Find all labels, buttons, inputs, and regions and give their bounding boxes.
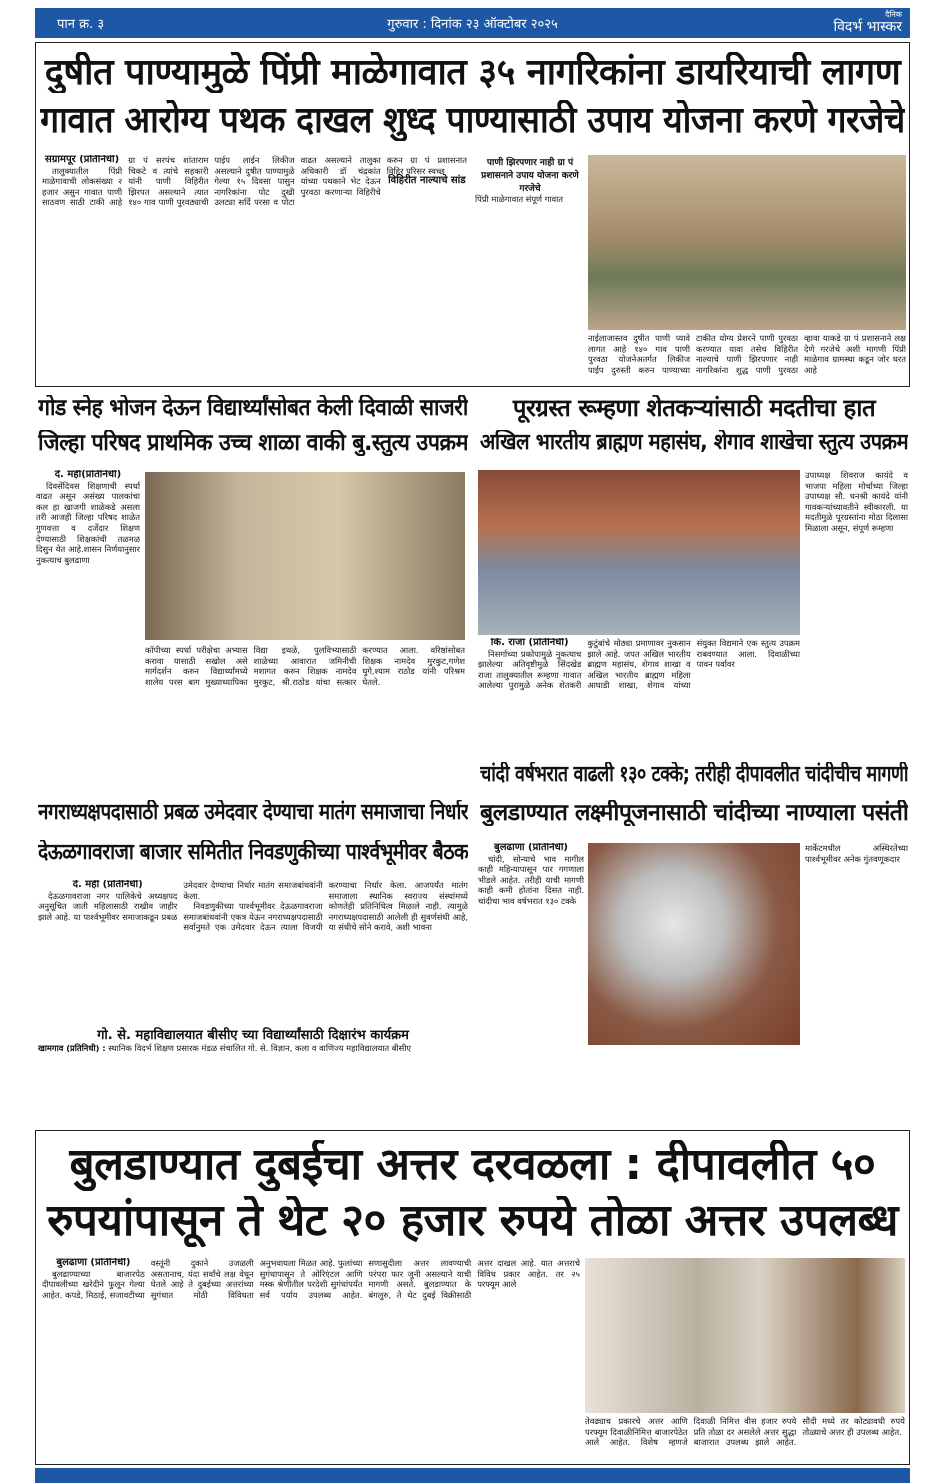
article-side-column: उपाध्यक्ष शिवराज कायंदे व भाजपा महिला मोर्चाच्या जिल्हा उपाध्यक्ष सौ. धनश्री कायंदे यांनी गावकऱ्यांच्यावतीने स्वीकारली. या मदतीमुळे पूरग्रस्तांना मोठा दिलासा मिळाला असून, संपूर्ण रूम्हणा: [805, 470, 908, 533]
headline: दुषीत पाण्यामुळे पिंप्री माळेगावात ३५ नागरिकांना डायरियाची लागण: [44, 52, 901, 93]
dateline: दे. मही(प्रतिनिधी): [54, 470, 122, 480]
photo-students-meal: [145, 472, 465, 640]
sidebar-title: पाणी झिरपणार नाही ग्रा पं प्रशासनाने उपाय योजना करणे गरजेचे: [481, 158, 579, 194]
issue-date: गुरुवार : दिनांक २३ ऑक्टोबर २०२५: [387, 17, 558, 32]
article-body: खामगाव (प्रतिनिधी) : स्थानिक विदर्भ शिक्षण प्रसारक मंडळ संचालित गो. से. विज्ञान, कला व वाणिज्य महाविद्यालयात बीसीए: [38, 1043, 412, 1053]
dateline: बुलढाणा (प्रतिनिधी): [493, 843, 568, 853]
page-number: पान क्र. ३: [57, 17, 105, 32]
headline: नगराध्यक्षपदासाठी प्रबळ उमेदवार देण्याचा मातंग समाजाचा निर्धार: [38, 800, 468, 825]
article-body: बुलढाणा (प्रतिनिधी) बुलढाण्याच्या बाजारपेठ दीपावलीच्या खरेदीने फुलून गेल्या आहेत. कपडे, मिठाई, सजावटीच्या वस्तूंनी दुकाने उजळली असतानाच, यंदा सर्वांचे लक्ष वेधून घेतले आहे ते दुबईच्या अत्तरांच्या सुगंधात मोठी विविधता अनुभवायला मिळत आहे. फुलांच्या सुगंधापासून ते ओरिएंटल आणि मस्क श्रेणीतील परदेशी सुगंधांपर्यंत सर्व पर्याय उपलब्ध आहेत. सणासुदीला अत्तर लावण्याची परंपरा फार जुनी असल्याने याची मागणी असते. बुलडाण्यात के बंगलुरु, ते थेट दुबई विक्रीसाठी अत्तर दाखल आहे. यात अत्तराचे विविध प्रकार आहेत. तर २५ परफ्यूम आले: [42, 1258, 580, 1300]
page-header-bar: [35, 8, 910, 38]
headline: देऊळगावराजा बाजार समितीत निवडणुकीच्या पार्श्वभूमीवर बैठक: [38, 840, 468, 865]
headline: चांदी वर्षभरात वाढली १३० टक्के; तरीही दीपावलीत चांदीचीच मागणी: [480, 762, 908, 787]
dateline: बुलढाणा (प्रतिनिधी): [56, 1258, 131, 1268]
newspaper-logo: दैनिक विदर्भ भास्कर: [833, 10, 902, 35]
photo-flood-relief: [478, 470, 800, 635]
sidebar-box: पाणी झिरपणार नाही ग्रा पं प्रशासनाने उपाय योजना करणे गरजेचे पिंप्री माळेगावात संपूर्ण गावात: [475, 155, 585, 380]
article-body: संग्रामपूर (प्रतिनिधी) तालुक्यातील पिंप्री माळेगावाची लोकसंख्या २ हजार असुन गावात पाणी साठवण साठी टाकी आहे ग्रा पं सरपंच शांताराम चिकटे व त्यांचे सहकारी यांनी पाणी विहिरीत झिरपत असल्याने त्यात १४० गाव पाणी पुरवठ्याची पाईप लाईन लिकीज असल्याने दुषीत पाण्यामुळे गेल्या १५ दिवसा पासुन नागरिकांना पोट दुखी उलट्या सर्दि परसा व पोटा वाढत असल्याने तालुका अधिकारी डॉ चंद्रकांत यांच्या पथकाने भेट देऊन पुरवठा करणाऱ्या विहिरीचे करुन ग्रा पं प्रशासनात विहिर परिसर स्वच्छ विहिरीत नाल्याचे सांड: [42, 155, 467, 208]
photo-perfume-shop: [585, 1258, 905, 1413]
photo-health-team: [588, 155, 906, 330]
headline: गावात आरोग्य पथक दाखल शुध्द पाण्यासाठी उपाय योजना करणे गरजेचे: [40, 100, 905, 141]
dateline: खामगाव (प्रतिनिधी) :: [38, 1043, 106, 1053]
photo-caption: नाईलाजास्तव दुषीत पाणी प्यावे लागत आहे १४० गाव पाणी पुरवठा योजनेअतर्गत लिकीज पाईप दुरुस्ती करुन पाण्याच्या टाकीत योग्य प्रेशरने पाणी पुरवठा करण्यात यावा तसेच विहिरीत नाल्याचे पाणी झिरपणार नाही नागरिकांना शुद्ध पाणी पुरवठा व्हावा याकडे ग्रा पं प्रशासनाने लक्ष देणे गरजेचे अशी मागणी पिंप्री माळेगाव ग्रामस्था कडून जोर धरत आहे: [588, 333, 906, 375]
subhead-tag: विहिरीत नाल्याचे सांड: [388, 175, 466, 187]
article-body: बुलढाणा (प्रतिनिधी) चांदी, सोन्याचे भाव मागील काही महिन्यापासून पार गगणाला भीडले आहेत. तरीही याची मागणी काही कमी होतांना दिसत नाही. चांदीचा भाव वर्षभरात १३० टक्के: [478, 843, 584, 906]
article-side-column: मार्केटमधील अस्थिरतेच्या पार्श्वभूमीवर अनेक गुंतवणूकदार: [805, 843, 908, 864]
headline: रुपयांपासून ते थेट २० हजार रुपये तोळा अत्तर उपलब्ध: [47, 1196, 898, 1246]
dateline: कि. राजा (प्रतिनिधी): [490, 638, 569, 648]
headline: पूरग्रस्त रूम्हणा शेतकऱ्यांसाठी मदतीचा हात: [512, 395, 876, 422]
photo-caption: तेवढ्याच प्रकारचे अत्तर आणि परफ्यूम दिवाळीनिमित्त बाजारपेठेत आले आहेत. विशेष म्हणजे दिवाळी निमित्त वीस हजार रुपये प्रति तोळा दर असलेले अत्तर सुद्धा बाजारात उपलब्ध झाले आहेत. सौदी मध्ये तर कोट्यावधी रुपये तोळ्याचे अत्तर ही उपलब्ध आहेत.: [585, 1416, 905, 1448]
headline: बुलडाण्यात दुबईचा अत्तर दरवळला : दीपावलीत ५०: [69, 1140, 876, 1190]
page-footer-bar: [35, 1468, 910, 1483]
article-body-continued: कॉपीच्या स्पर्धा परीक्षेचा अभ्यास करावा यासाठी सखोल असे मार्गदर्शन करुन विद्यार्थ्यांमध्ये शालेय परस बाग मुख्याध्यापिका विद्या इथळे, पुलविभ्यासाठी शाळेच्या आवारात जमिनीची मशागत करुन शिक्षक नामदेव मुरकुट, श्री.राठोड यांचा सत्कार करण्यात आला. वरिष्ठांसोबत शिक्षक नामदेव मुरकुट,गणेश घुगे,श्याम राठोड यांनी परिश्रम घेतले.: [145, 645, 465, 687]
headline: गो. से. महाविद्यालयात बीसीए च्या विद्यार्थ्यांसाठी दिक्षारंभ कार्यक्रम: [97, 1028, 409, 1043]
article-body: दे. मही (प्रतिनिधी) देऊळगावराजा नगर पालिकेचे अध्यक्षपद अनुसूचित जाती महिलासाठी राखीव जाहीर झाले आहे. या पार्श्वभूमीवर समाजाकडून प्रबळ उमेदवार देण्याचा निर्धार मातंग समाजबांधवांनी केला. निवडणुकीच्या पार्श्वभूमीवर देऊळगावराजा समाजबांधवांनी एकत्र येऊन नगराध्यक्षपदासाठी सर्वानुमते एक उमेदवार देऊन त्याला विजयी करण्याचा निर्धार केला. आजपर्यंत मातंग समाजाला स्थानिक स्वराज्य संस्थांमध्ये कोणतेही प्रतिनिधित्व मिळाले नाही. त्यामुळे नगराध्यक्षपदासाठी आलेली ही सुवर्णसंधी आहे, या संधीचे सोने करावे, अशी भावना: [38, 880, 468, 933]
headline: गोड स्नेह भोजन देऊन विद्यार्थ्यांसोबत केली दिवाळी साजरी: [38, 395, 468, 421]
dateline: संग्रामपूर (प्रतिनिधी): [44, 155, 120, 165]
article-body: कि. राजा (प्रतिनिधी) निसर्गाच्या प्रकोपामुळे नुकत्याच झालेल्या अतिवृष्टीमुळे सिंदखेड राजा तालुक्यातील रूम्हणा गावात आलेल्या पुरामुळे अनेक शेतकरी कुटुंबांचे मोठ्या प्रमाणावर नुकसान झाले आहे. जपत अखिल भारतीय ब्राह्मण महासंघ, शेगाव शाखा व अखिल भारतीय ब्राह्मण महिला आघाडी शाखा, शेगाव यांच्या संयुक्त विद्यमाने एक स्तुत्य उपक्रम राबवण्यात आला. दिवाळीच्या पावन पर्वावर: [478, 638, 800, 691]
photo-silver-coins: [588, 843, 800, 1045]
headline: जिल्हा परिषद प्राथमिक उच्च शाळा वाकी बु.स्तुत्य उपक्रम: [38, 430, 468, 456]
headline: अखिल भारतीय ब्राह्मण महासंघ, शेगाव शाखेचा स्तुत्य उपक्रम: [480, 430, 908, 455]
headline: बुलडाण्यात लक्ष्मीपूजनासाठी चांदीच्या नाण्याला पसंती: [480, 800, 908, 826]
article-body: दे. मही(प्रतिनिधी) दिवसेंदिवस शिक्षणाची स्पर्धा वाढत असून असंख्य पालकांचा कल हा खाजगी शाळेकडे असला तरी आजही जिल्हा परिषद शाळेत गुणवत्ता व दर्जेदार शिक्षण देण्यासाठी शिक्षकांची तळमळ दिसुन येत आहे.शासन निर्णयानुसार नुकत्याच बुलढाणा: [36, 470, 140, 565]
dateline: दे. मही (प्रतिनिधी): [72, 880, 143, 890]
